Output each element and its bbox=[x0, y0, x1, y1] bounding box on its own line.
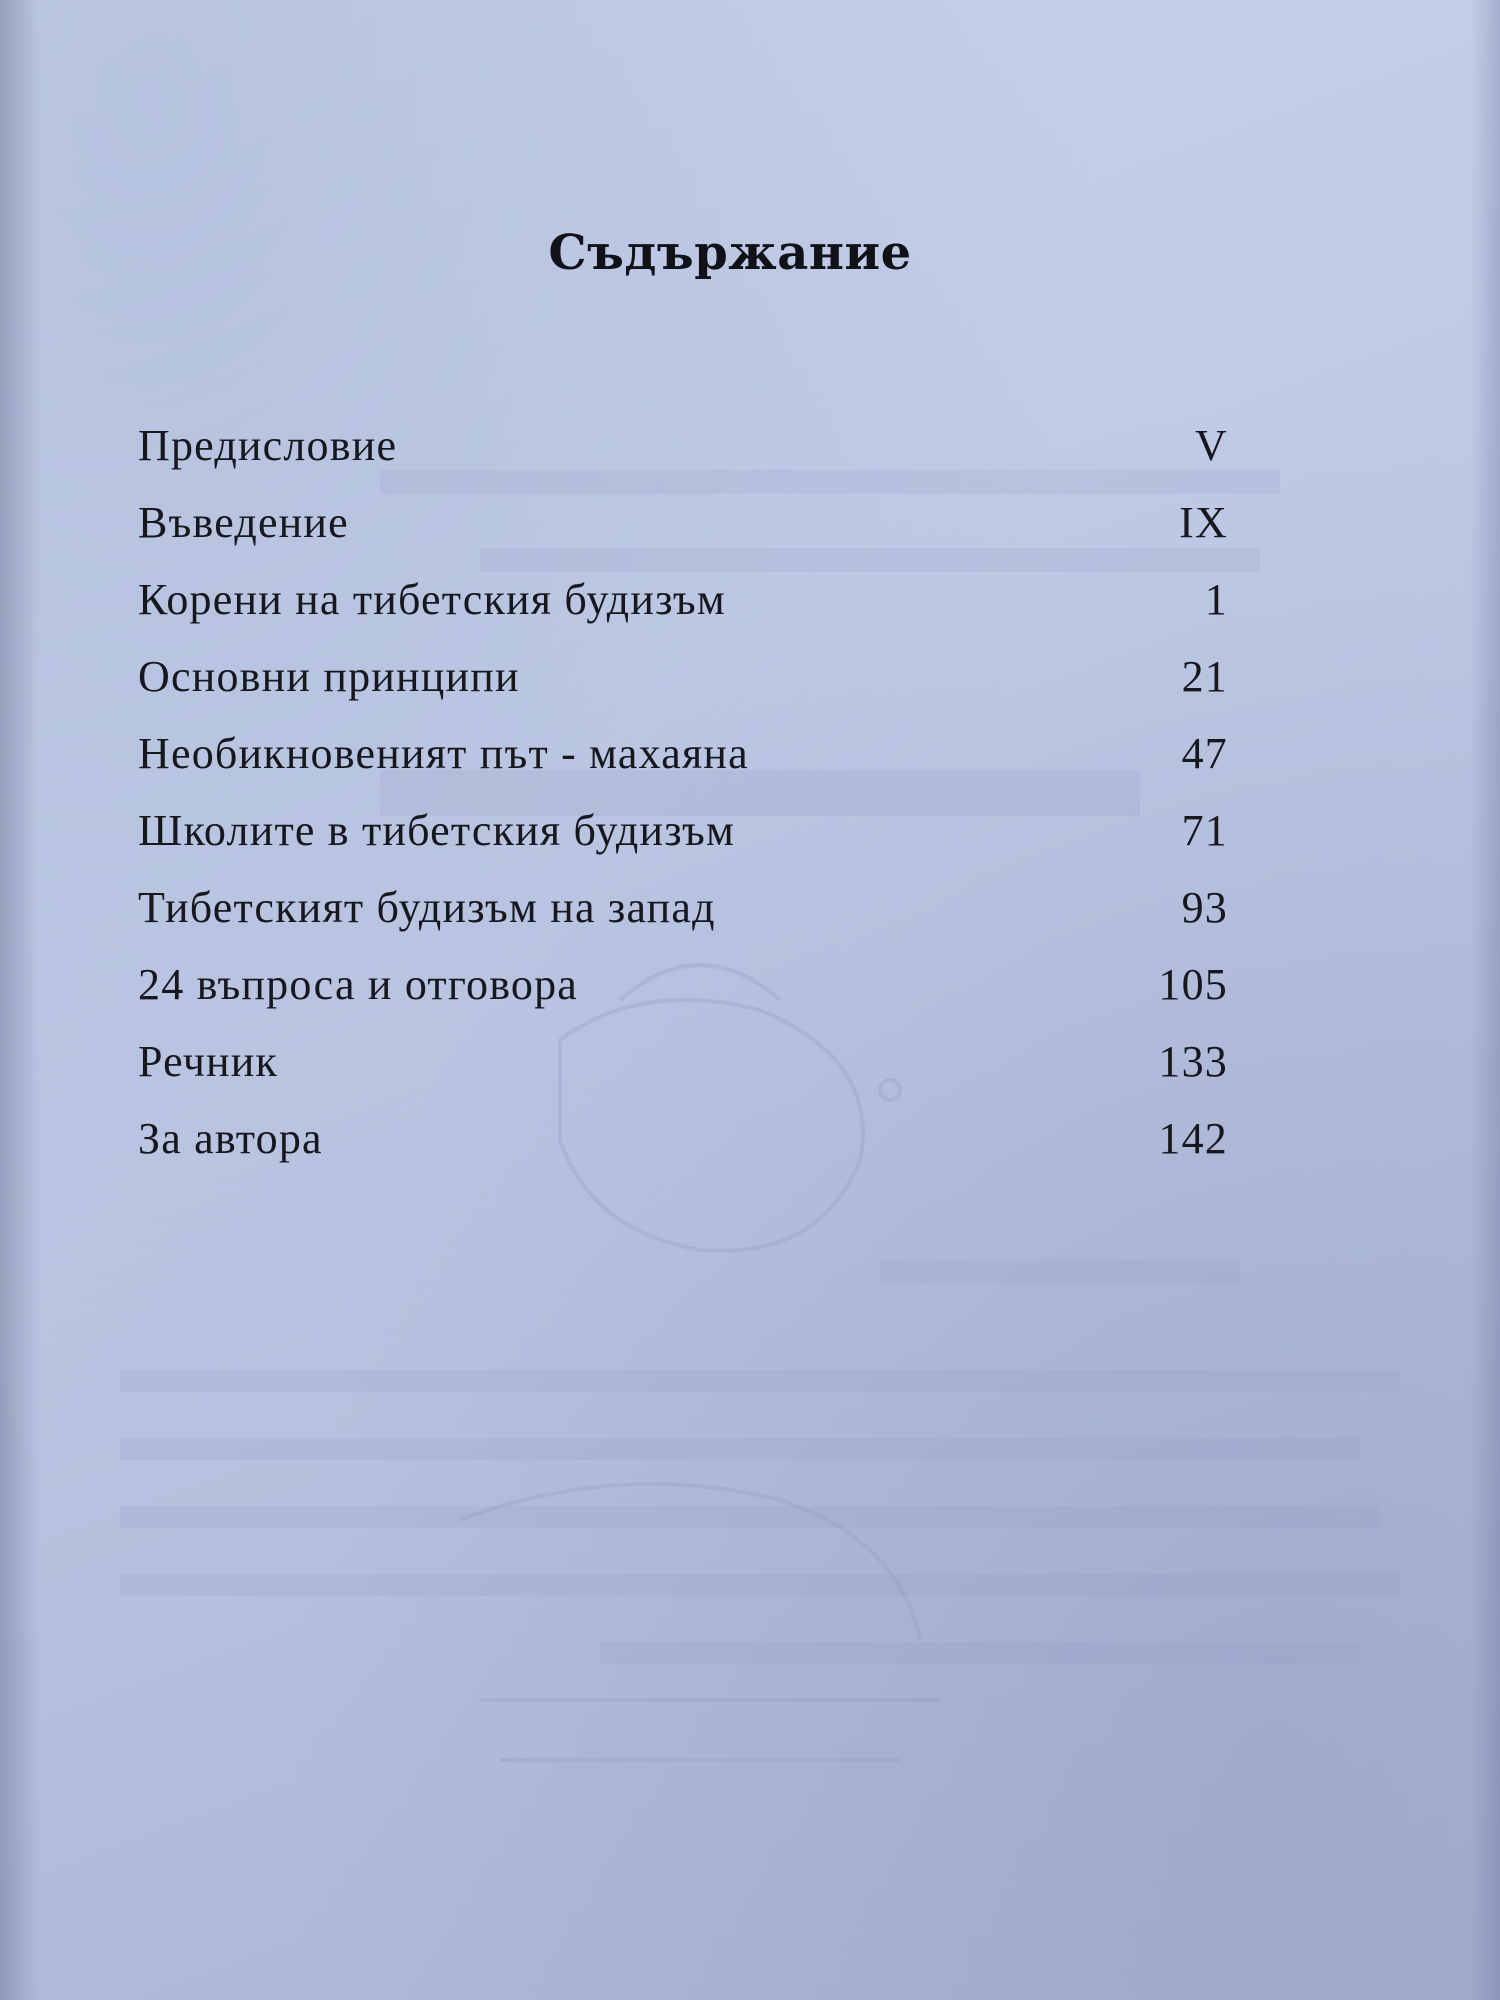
toc-entry bbox=[138, 497, 1228, 574]
toc-entry-title: 24 въпроса и отговора bbox=[138, 960, 579, 1009]
toc-entry bbox=[138, 959, 1228, 1036]
table-of-contents bbox=[138, 420, 1228, 1190]
toc-entry-page: V bbox=[1195, 421, 1228, 470]
toc-entry-title: За автора bbox=[138, 1114, 323, 1163]
toc-entry bbox=[138, 651, 1228, 728]
toc-entry-title: Въведение bbox=[138, 498, 349, 547]
toc-entry-title: Основни принципи bbox=[138, 652, 520, 701]
toc-entry bbox=[138, 420, 1228, 497]
toc-entry bbox=[138, 882, 1228, 959]
toc-entry bbox=[138, 1036, 1228, 1113]
toc-entry-page: 1 bbox=[1204, 575, 1228, 624]
toc-entry bbox=[138, 728, 1228, 805]
toc-entry-page: 93 bbox=[1181, 883, 1228, 932]
toc-entry bbox=[138, 574, 1228, 651]
toc-entry bbox=[138, 1113, 1228, 1190]
toc-entry-page: IX bbox=[1179, 498, 1228, 547]
page-title: Съдържание bbox=[548, 225, 912, 281]
toc-entry bbox=[138, 805, 1228, 882]
toc-entry-page: 47 bbox=[1181, 729, 1228, 778]
toc-entry-page: 21 bbox=[1181, 652, 1228, 701]
toc-entry-page: 142 bbox=[1158, 1114, 1228, 1163]
toc-entry-page: 71 bbox=[1181, 806, 1228, 855]
toc-entry-title: Предисловие bbox=[138, 421, 398, 470]
toc-entry-page: 133 bbox=[1158, 1037, 1228, 1086]
toc-entry-title: Корени на тибетския будизъм bbox=[138, 575, 726, 624]
toc-entry-title: Тибетският будизъм на запад bbox=[138, 883, 716, 932]
toc-entry-page: 105 bbox=[1158, 960, 1228, 1009]
toc-entry-title: Школите в тибетския будизъм bbox=[138, 806, 736, 855]
toc-entry-title: Речник bbox=[138, 1037, 279, 1086]
toc-entry-title: Необикновеният път - махаяна bbox=[138, 729, 749, 778]
